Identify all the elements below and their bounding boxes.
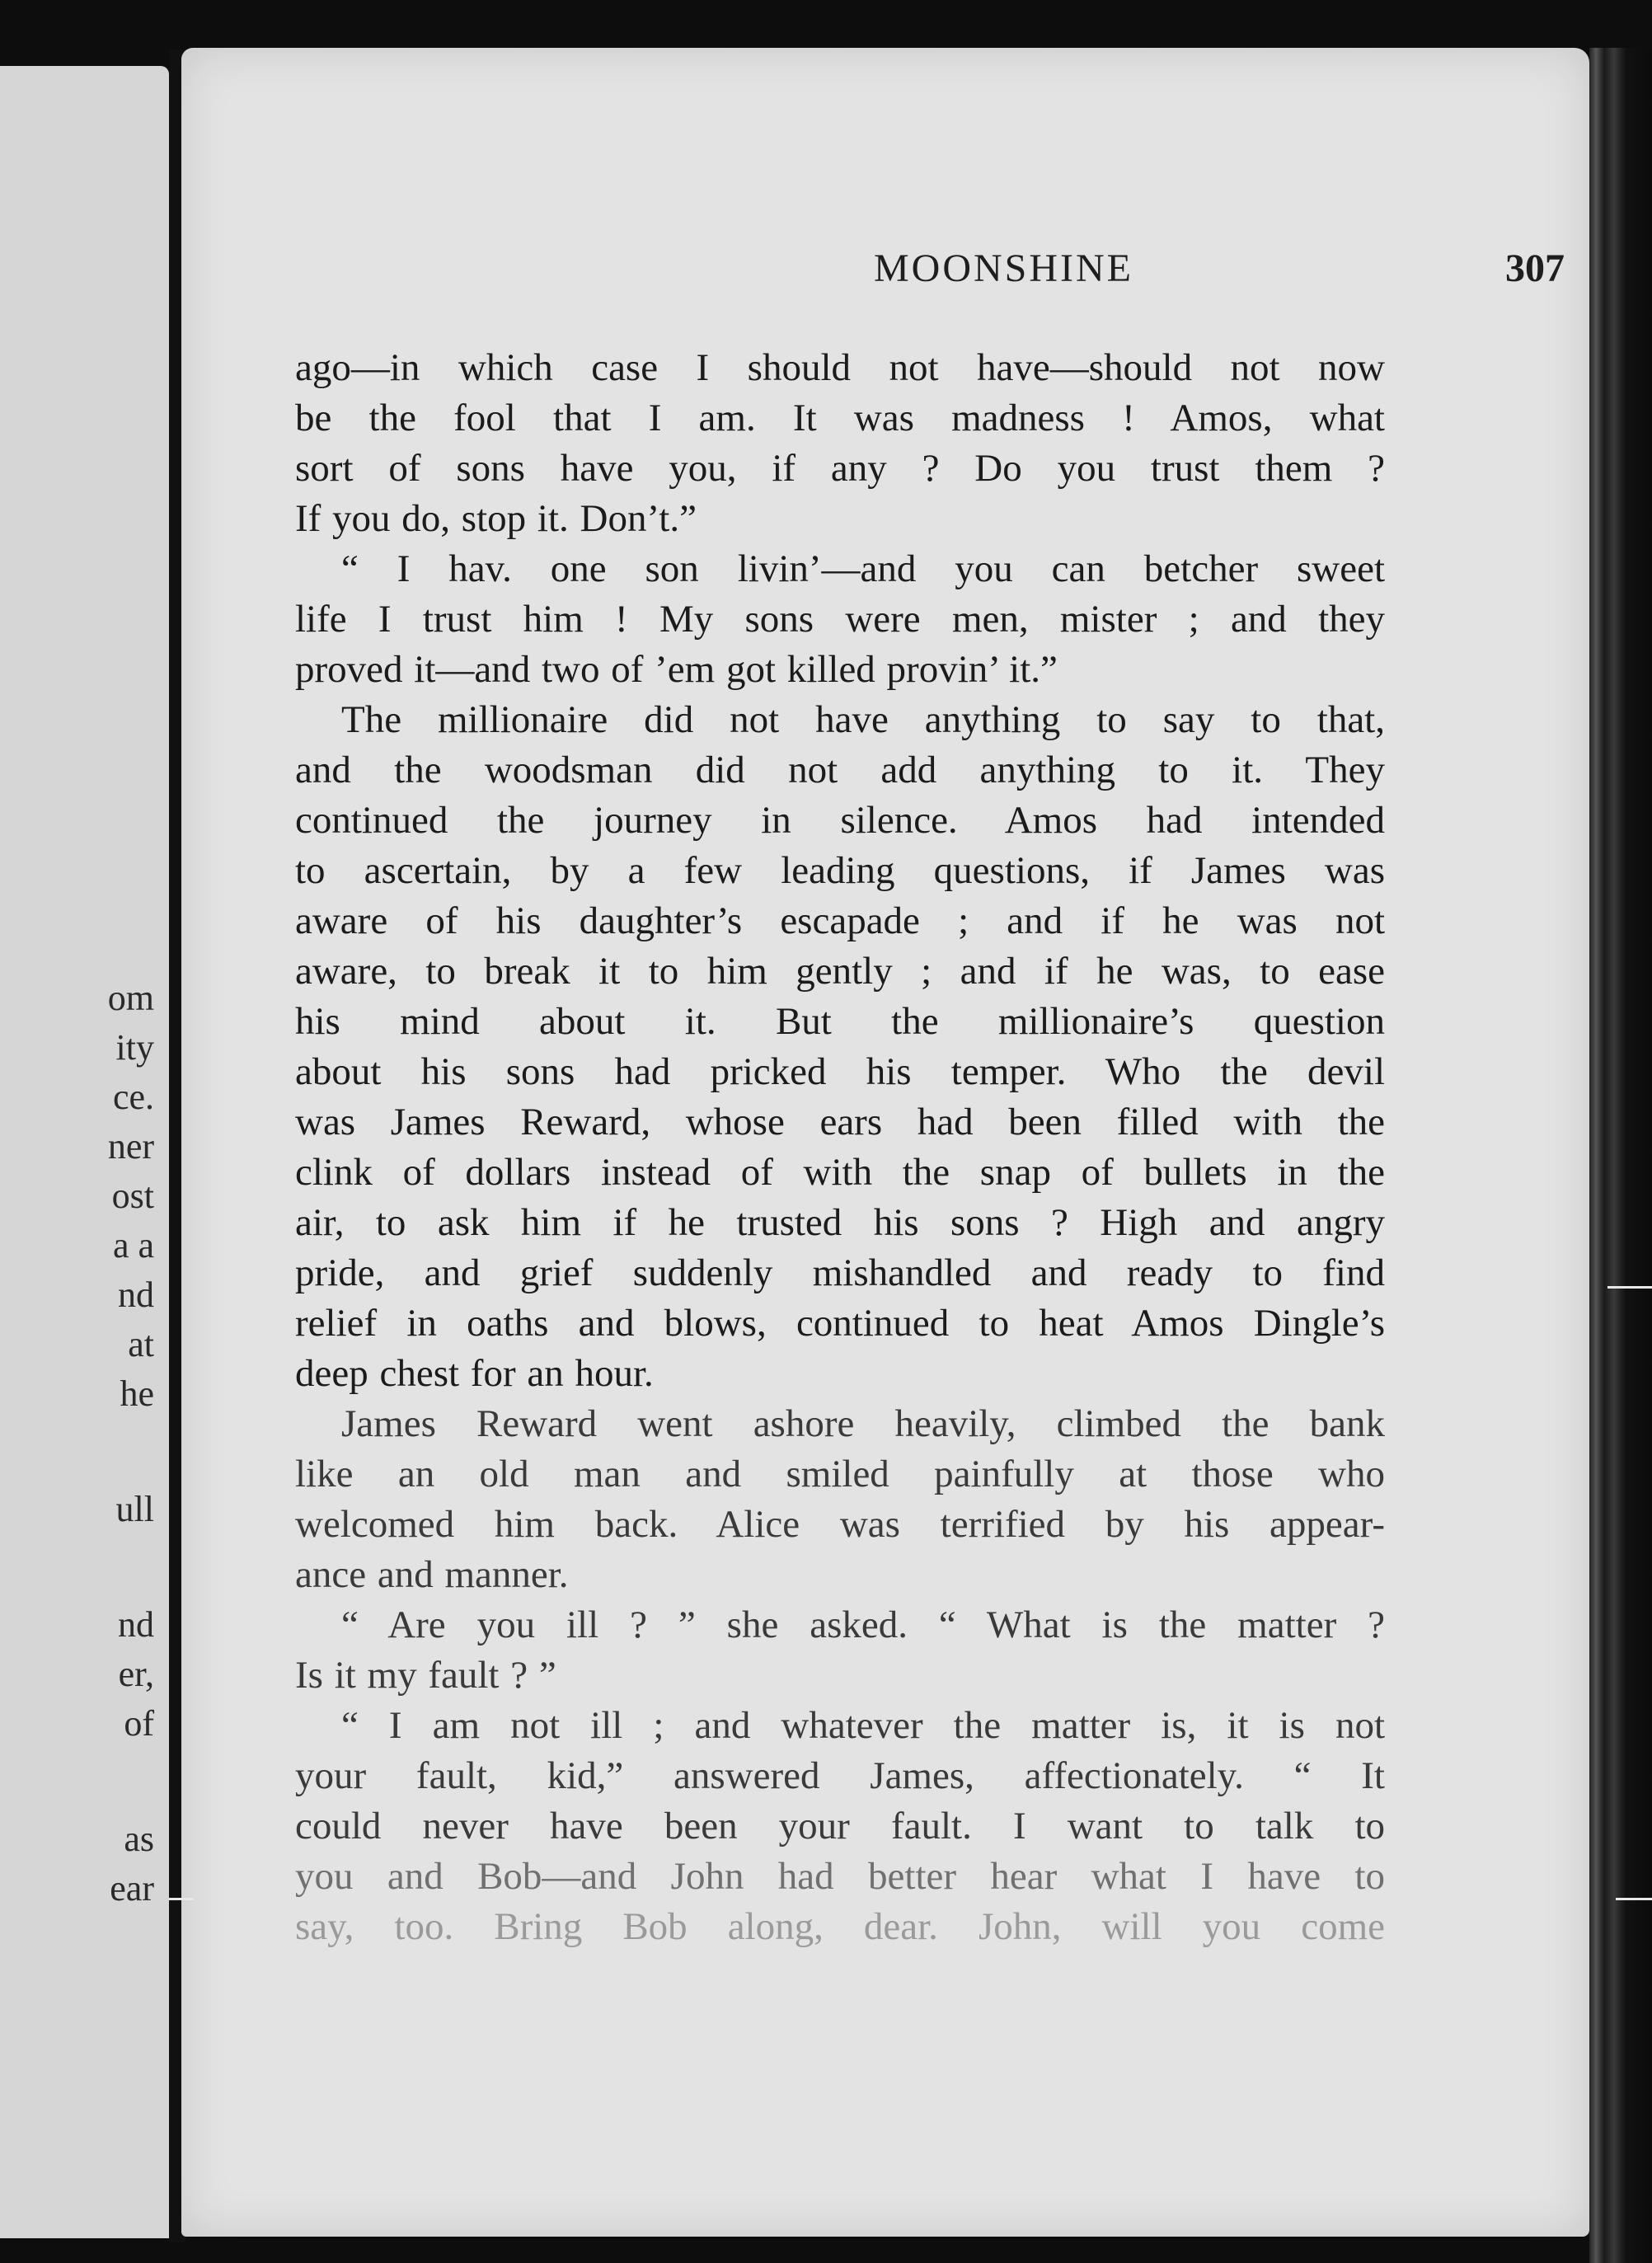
- book-cover-edge: [1589, 48, 1652, 2263]
- text-line: ance and manner.: [295, 1553, 569, 1596]
- facing-page-text: ost: [111, 1176, 154, 1216]
- text-line: relief in oaths and blows, continued to heat Amos Dingle’s: [295, 1302, 1385, 1345]
- text-line: pride, and grief suddenly mishandled and ready to find: [295, 1251, 1385, 1294]
- text-line: clink of dollars instead of with the snap of bullets in the: [295, 1151, 1385, 1194]
- facing-page-text: of: [124, 1703, 154, 1744]
- facing-page-text: er,: [118, 1654, 154, 1694]
- text-line: “ I hav. one son livin’—and you can betcher sweet: [341, 547, 1385, 590]
- scan-artifact: [1607, 1286, 1652, 1289]
- facing-page-text: om: [107, 978, 154, 1018]
- text-line: to ascertain, by a few leading questions, if James was: [295, 849, 1385, 892]
- facing-page-text: as: [124, 1819, 154, 1859]
- text-line: “ Are you ill ? ” she asked. “ What is the matter ?: [341, 1603, 1385, 1646]
- text-line: aware, to break it to him gently ; and if he was, to ease: [295, 950, 1385, 993]
- text-line: If you do, stop it. Don’t.”: [295, 497, 697, 540]
- text-line: James Reward went ashore heavily, climbed the bank: [341, 1402, 1385, 1445]
- text-line: could never have been your fault. I want to talk to: [295, 1805, 1385, 1847]
- facing-page-text: ull: [115, 1489, 154, 1529]
- scan-artifact: [169, 1898, 194, 1900]
- text-line: was James Reward, whose ears had been filled with the: [295, 1101, 1385, 1143]
- text-line: welcomed him back. Alice was terrified by his appear-: [295, 1503, 1385, 1546]
- scan-artifact: [1616, 1898, 1652, 1900]
- text-line: be the fool that I am. It was madness ! Amos, what: [295, 397, 1385, 439]
- book-page: [181, 48, 1589, 2237]
- text-line: and the woodsman did not add anything to it. They: [295, 749, 1385, 791]
- text-line: ago—in which case I should not have—should not now: [295, 346, 1385, 389]
- facing-page-fragment: [0, 66, 169, 2238]
- text-line: your fault, kid,” answered James, affectionately. “ It: [295, 1754, 1385, 1797]
- text-line: say, too. Bring Bob along, dear. John, will you come: [295, 1905, 1385, 1948]
- text-line: about his sons had pricked his temper. Who the devil: [295, 1050, 1385, 1093]
- text-line: like an old man and smiled painfully at those who: [295, 1453, 1385, 1495]
- text-line: sort of sons have you, if any ? Do you trust them ?: [295, 447, 1385, 490]
- text-line: his mind about it. But the millionaire’s question: [295, 1000, 1385, 1043]
- facing-page-text: ity: [115, 1027, 154, 1068]
- page-body: [295, 343, 1385, 1952]
- facing-page-text: ce.: [112, 1077, 154, 1117]
- text-line: life I trust him ! My sons were men, mister ; and they: [295, 598, 1385, 641]
- facing-page-text: a a: [112, 1225, 154, 1265]
- facing-page-text: nd: [118, 1275, 154, 1315]
- text-line: you and Bob—and John had better hear what I have to: [295, 1855, 1385, 1898]
- facing-page-text: at: [128, 1324, 154, 1364]
- text-line: The millionaire did not have anything to say to that,: [341, 698, 1385, 741]
- page-number: 307: [1505, 246, 1565, 290]
- text-line: air, to ask him if he trusted his sons ? High and angry: [295, 1201, 1385, 1244]
- facing-page-text: he: [120, 1373, 154, 1414]
- running-title: MOONSHINE: [874, 246, 1133, 290]
- facing-page-text: ner: [107, 1126, 154, 1167]
- text-line: deep chest for an hour.: [295, 1352, 654, 1395]
- page-header: [297, 246, 1566, 312]
- text-line: continued the journey in silence. Amos had intended: [295, 799, 1385, 842]
- text-line: proved it—and two of ’em got killed provin’ it.”: [295, 648, 1058, 691]
- text-line: “ I am not ill ; and whatever the matter is, it is not: [341, 1704, 1385, 1747]
- facing-page-text: nd: [118, 1604, 154, 1645]
- facing-page-text: ear: [110, 1868, 154, 1909]
- text-line: Is it my fault ? ”: [295, 1654, 556, 1697]
- text-line: aware of his daughter’s escapade ; and if he was not: [295, 899, 1385, 942]
